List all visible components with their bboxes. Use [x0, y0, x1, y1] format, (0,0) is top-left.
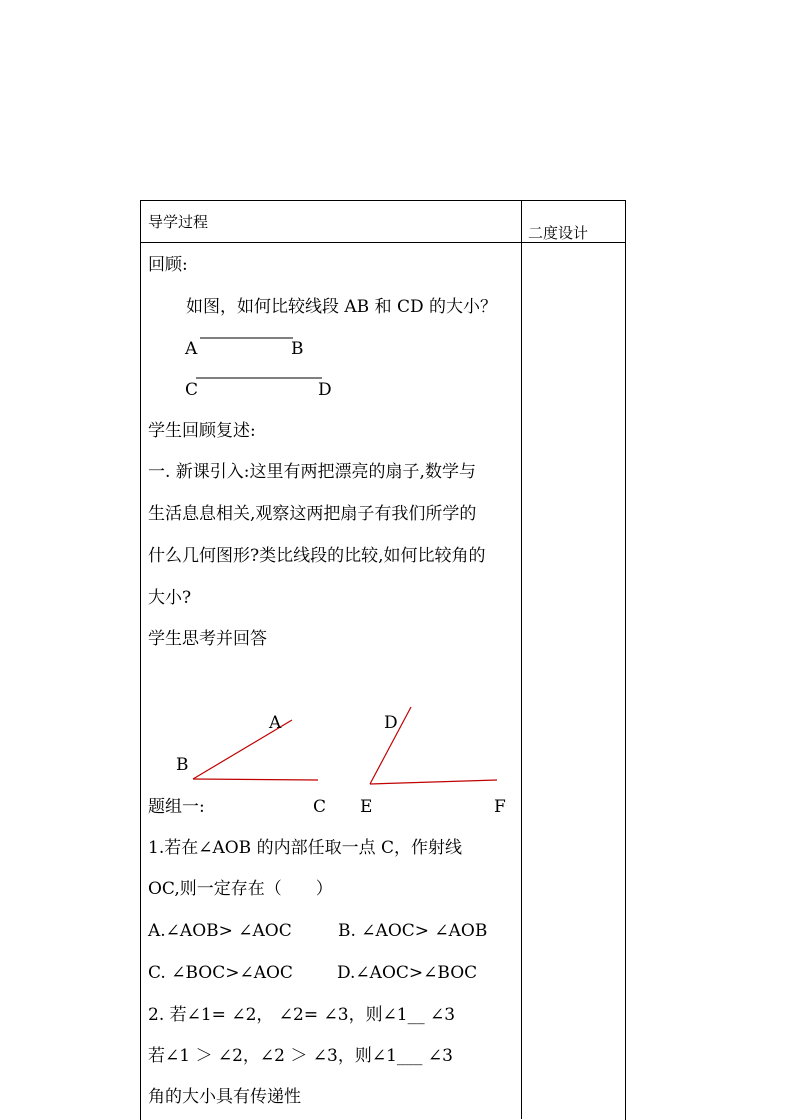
- angle-point-d-label: D: [384, 713, 398, 733]
- question-2-line-2: 若∠1 ＞ ∠2，∠2 ＞ ∠3，则∠1___ ∠3: [148, 1046, 453, 1066]
- question-2-line-1: 2. 若∠1= ∠2， ∠2= ∠3，则∠1__ ∠3: [148, 1005, 456, 1025]
- angle-point-b-label: B: [176, 755, 189, 775]
- option-b: B. ∠AOC> ∠AOB: [338, 921, 488, 941]
- intro-line-1: 一. 新课引入:这里有两把漂亮的扇子,数学与: [148, 462, 476, 482]
- intro-line-3: 什么几何图形?类比线段的比较,如何比较角的: [148, 546, 486, 566]
- angle-point-f-label: F: [494, 797, 506, 817]
- student-review-text: 学生回顾复述:: [148, 421, 256, 441]
- transitivity-conclusion: 角的大小具有传递性: [148, 1087, 301, 1107]
- angle-point-a-label: A: [269, 713, 282, 733]
- student-answer-text: 学生思考并回答: [148, 629, 267, 649]
- option-d: D.∠AOC>∠BOC: [337, 963, 478, 983]
- design-column-title: 二度设计: [528, 224, 589, 242]
- process-column-title: 导学过程: [148, 213, 209, 231]
- segment-ab-right-label: B: [291, 339, 304, 359]
- angle-point-c-label: C: [313, 797, 327, 817]
- review-label: 回顾:: [148, 255, 188, 275]
- intro-line-4: 大小?: [148, 588, 192, 608]
- segment-ab-left-label: A: [185, 339, 198, 359]
- angle-abc-ray-bc: [193, 779, 318, 780]
- option-a: A.∠AOB> ∠AOC: [148, 921, 292, 941]
- option-c: C. ∠BOC>∠AOC: [148, 963, 293, 983]
- review-question: 如图，如何比较线段 AB 和 CD 的大小？: [186, 297, 498, 317]
- intro-line-2: 生活息息相关,观察这两把扇子有我们所学的: [148, 504, 477, 524]
- question-1-line-1: 1.若在∠AOB 的内部任取一点 C，作射线: [148, 838, 462, 858]
- angle-point-e-label: E: [360, 797, 373, 817]
- angle-def-ray-ef: [370, 780, 497, 784]
- question-1-line-2: OC,则一定存在（ ）: [148, 879, 333, 899]
- segment-cd-right-label: D: [318, 380, 332, 400]
- segment-cd-left-label: C: [185, 380, 199, 400]
- group-one-label: 题组一:: [148, 797, 205, 817]
